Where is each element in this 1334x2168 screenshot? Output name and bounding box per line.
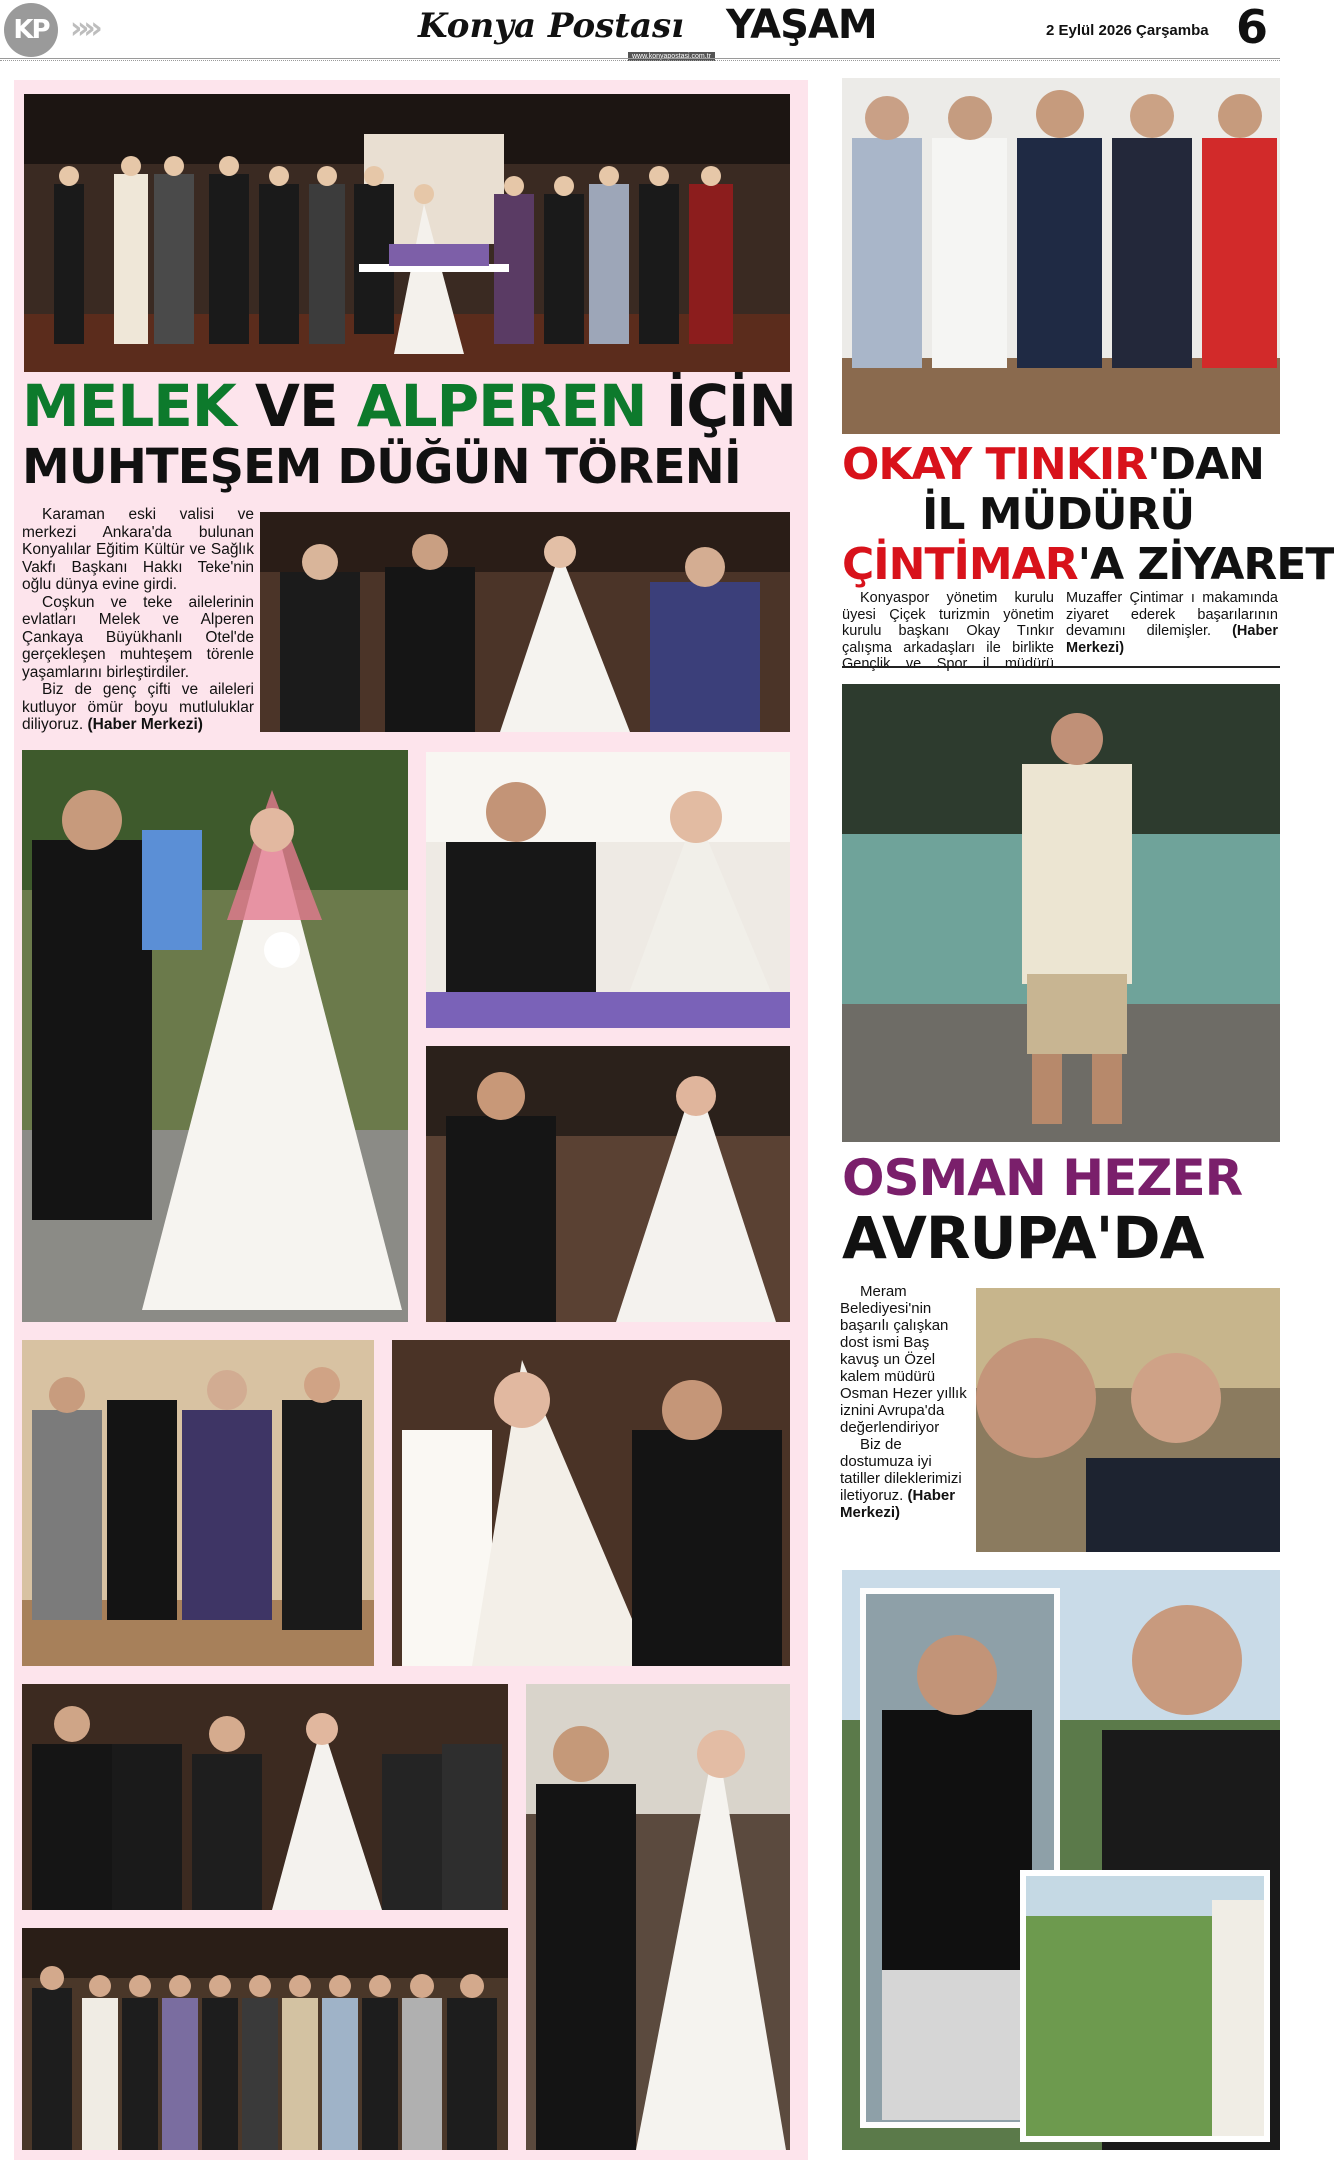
wedding-paragraph-text: Biz de genç çifti ve aileleri kutluyor ömür boyu mutluluklar diliyoruz. xyxy=(22,681,254,733)
couple-hand-in-hand-photo[interactable] xyxy=(526,1684,790,2150)
cake-cutting-photo[interactable] xyxy=(392,1340,790,1666)
header-divider xyxy=(0,58,1280,61)
travel-paragraph xyxy=(840,1436,972,1521)
newspaper-logo[interactable]: KP xyxy=(4,3,58,57)
river-travel-photo[interactable] xyxy=(842,684,1280,1142)
section-title: YAŞAM xyxy=(726,2,877,48)
headline-word-icin: İÇİN xyxy=(646,372,797,440)
headline-suffix: 'DAN xyxy=(1147,439,1264,490)
visit-headline-line: İL MÜDÜRÜ xyxy=(922,489,1195,540)
couple-dance-photo[interactable] xyxy=(426,1046,790,1322)
headline-word-melek: MELEK xyxy=(22,372,236,440)
guests-crowd-photo[interactable] xyxy=(22,1928,508,2150)
issue-date: 2 Eylül 2026 Çarşamba xyxy=(1046,22,1209,39)
article-credit: (Haber Merkezi) xyxy=(87,716,203,733)
headline-name: ÇİNTİMAR xyxy=(842,539,1078,590)
visit-paragraph-text: Konyaspor yönetim kurulu üyesi Çiçek turizmin yönetim kurulu başkanı Okay Tınkır çalışma arkadaşları ile birlikte Gençlik ve Spor il müdürü Muzaffer Çintimar ı makamında ziyaret ederek başarılarının devamını dilemişler. xyxy=(842,590,1278,672)
newspaper-name: Konya Postası xyxy=(418,6,685,46)
wedding-paragraph: Coşkun ve teke ailelerinin evlatları Melek ve Alperen Çankaya Büyükhanlı Otel'de gerçekleşen muhteşem törenle yaşamlarını birleştirdiler. xyxy=(22,593,254,681)
masthead xyxy=(0,0,1280,60)
wedding-group-photo[interactable] xyxy=(24,94,790,372)
website-url[interactable]: www.konyapostasi.com.tr xyxy=(628,52,715,61)
couple-with-parents-photo[interactable] xyxy=(260,512,790,732)
visit-headline-line xyxy=(842,539,1334,590)
couple-portrait-photo[interactable] xyxy=(426,752,790,1028)
wedding-paragraph: Karaman eski valisi ve merkezi Ankara'da bulunan Konyalılar Eğitim Kültür ve Sağlık Vakfı Başkanı Hakkı Teke'nin oğlu dünya evine girdi. xyxy=(22,506,254,593)
visit-group-photo[interactable] xyxy=(842,78,1280,434)
wedding-paragraph xyxy=(22,681,254,734)
visit-headline-line xyxy=(842,440,1280,490)
chevron-right-icon: »» xyxy=(70,11,97,46)
headline-name: OKAY TINKIR xyxy=(842,439,1148,490)
travel-headline: OSMAN HEZER xyxy=(842,1149,1243,1207)
wedding-article xyxy=(22,506,254,734)
travel-article xyxy=(840,1283,972,1521)
visit-article xyxy=(842,590,1278,673)
headline-word-alperen: ALPEREN xyxy=(356,372,647,440)
column-divider xyxy=(842,666,1280,668)
visit-headline xyxy=(842,439,1334,590)
travel-paragraph-text: Biz de dostumuza iyi tatiller dileklerimizi iletiyoruz. xyxy=(840,1436,962,1504)
travel-paragraph: Meram Belediyesi'nin başarılı çalışkan dost ismi Baş kavuş un Özel kalem müdürü Osman Hezer yıllık iznini Avrupa'da değerlendiriyor xyxy=(840,1283,967,1436)
guests-group-photo[interactable] xyxy=(22,1684,508,1910)
headline-word-ve: VE xyxy=(235,372,357,440)
article-credit: (Haber Merkezi) xyxy=(840,1487,956,1521)
travel-subheadline: AVRUPA'DA xyxy=(842,1204,1204,1272)
wedding-headline xyxy=(22,372,797,440)
article-credit: (Haber Merkezi) xyxy=(1066,623,1279,656)
headline-suffix: 'A ZİYARET xyxy=(1077,539,1334,590)
family-group-photo[interactable] xyxy=(22,1340,374,1666)
couple-entrance-photo[interactable] xyxy=(22,750,408,1322)
visit-paragraph xyxy=(842,590,1278,673)
selfie-photo[interactable] xyxy=(976,1288,1280,1552)
page-number: 6 xyxy=(1236,0,1269,54)
wedding-subheadline: MUHTEŞEM DÜĞÜN TÖRENİ xyxy=(22,439,741,495)
mountain-travel-photos[interactable] xyxy=(842,1570,1280,2150)
